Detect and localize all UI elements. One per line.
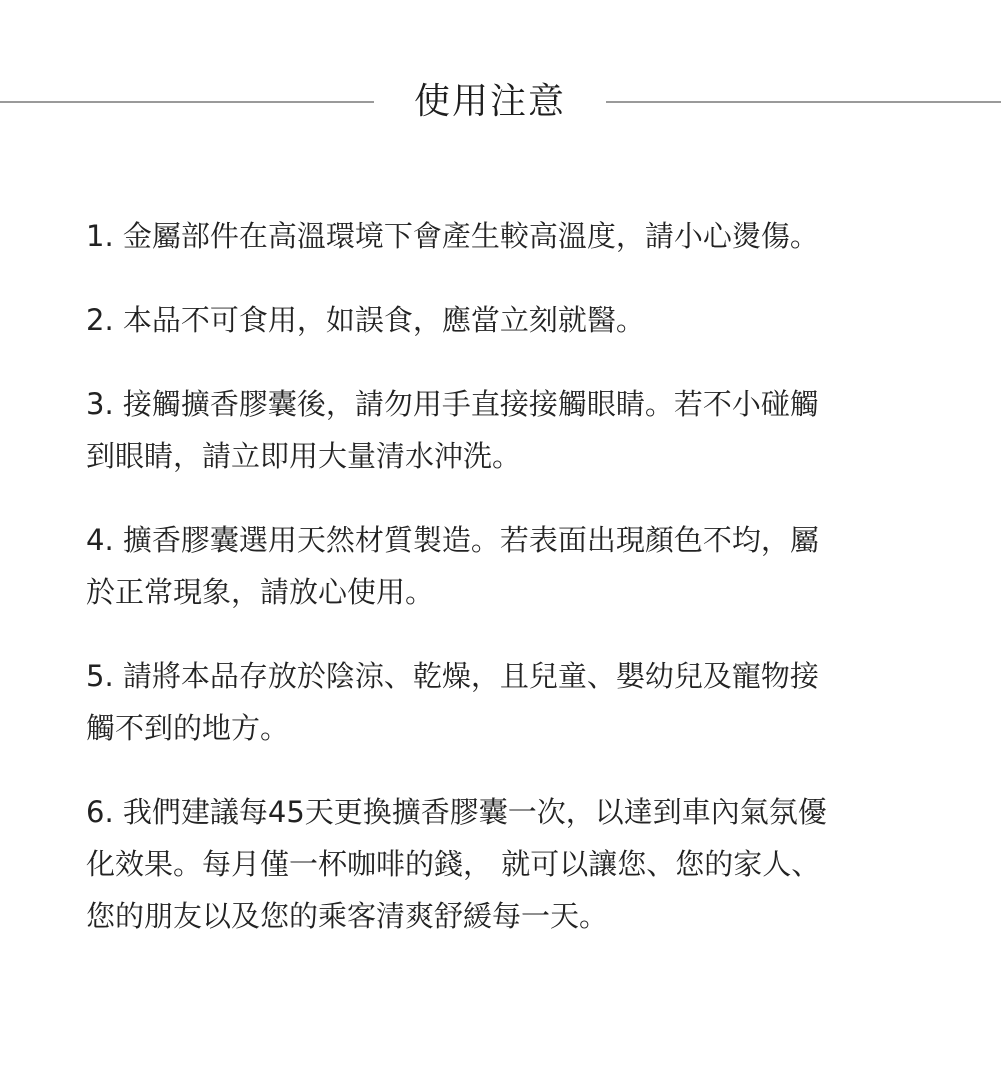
note-text-line: 於正常現象，請放心使用。 bbox=[86, 575, 435, 609]
note-text-line: 您的朋友以及您的乘客清爽舒緩每一天。 bbox=[86, 899, 609, 933]
header-divider-right bbox=[606, 101, 1001, 103]
note-item-3 bbox=[86, 378, 926, 482]
note-item-4 bbox=[86, 514, 926, 618]
note-item-2 bbox=[86, 294, 926, 346]
note-text-line: 到眼睛，請立即用大量清水沖洗。 bbox=[86, 439, 522, 473]
note-item-1 bbox=[86, 210, 926, 262]
note-text-line: 4. 擴香膠囊選用天然材質製造。若表面出現顏色不均，屬 bbox=[86, 523, 819, 557]
note-text-line: 5. 請將本品存放於陰涼、乾燥，且兒童、嬰幼兒及寵物接 bbox=[86, 659, 819, 693]
note-text-line: 2. 本品不可食用，如誤食，應當立刻就醫。 bbox=[86, 303, 645, 337]
note-text-line: 6. 我們建議每45天更換擴香膠囊一次，以達到車內氣氛優 bbox=[86, 795, 827, 829]
note-text-line: 3. 接觸擴香膠囊後，請勿用手直接接觸眼睛。若不小碰觸 bbox=[86, 387, 819, 421]
note-item-6 bbox=[86, 786, 926, 942]
note-item-5 bbox=[86, 650, 926, 754]
note-text-line: 觸不到的地方。 bbox=[86, 711, 290, 745]
page-title: 使用注意 bbox=[413, 81, 566, 122]
usage-notes-list bbox=[86, 210, 926, 974]
note-text-line: 1. 金屬部件在高溫環境下會產生較高溫度，請小心燙傷。 bbox=[86, 219, 819, 253]
section-header bbox=[0, 70, 1001, 134]
note-text-line: 化效果。每月僅一杯咖啡的錢， 就可以讓您、您的家人、 bbox=[86, 847, 821, 881]
header-divider-left bbox=[0, 101, 374, 103]
